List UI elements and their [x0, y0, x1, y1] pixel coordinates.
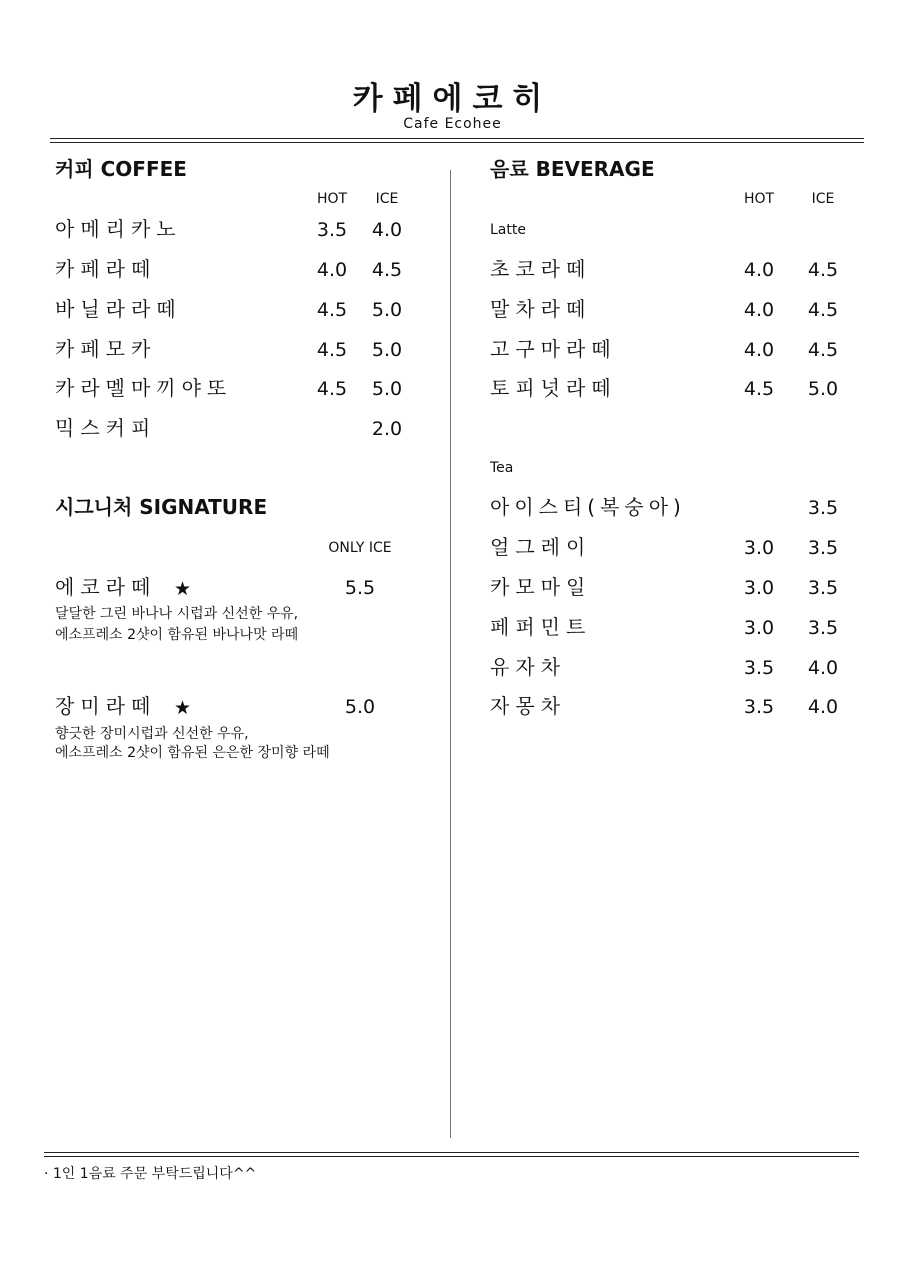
tea-subcategory-label: Tea [490, 460, 514, 476]
header-divider-top [50, 138, 864, 139]
signature-item-desc: 향긋한 장미시럽과 신선한 우유, [55, 726, 249, 742]
beverage-item-ice-price: 5.0 [807, 378, 839, 400]
beverage-item-hot-price: 3.0 [743, 577, 775, 599]
beverage-item-name: 초코라떼 [490, 257, 592, 281]
coffee-item-hot-price: 4.5 [316, 299, 348, 321]
footer-divider-bottom [44, 1156, 859, 1157]
signature-item-desc: 달달한 그린 바나나 시럽과 신선한 우유, [55, 606, 299, 622]
footer-note: · 1인 1음료 주문 부탁드립니다^^ [44, 1166, 257, 1182]
beverage-item-name: 자몽차 [490, 694, 566, 718]
coffee-item-ice-price: 5.0 [371, 299, 403, 321]
coffee-hot-header: HOT [316, 191, 348, 207]
coffee-item-name: 카라멜마끼야또 [55, 376, 233, 400]
beverage-item-ice-price: 3.5 [807, 617, 839, 639]
beverage-item-ice-price: 4.5 [807, 259, 839, 281]
beverage-item-name: 카모마일 [490, 575, 592, 599]
beverage-item-hot-price: 4.0 [743, 299, 775, 321]
coffee-item-name: 아메리카노 [55, 217, 182, 241]
coffee-item-ice-price: 5.0 [371, 339, 403, 361]
footer-divider-top [44, 1152, 859, 1153]
coffee-item-name: 믹스커피 [55, 416, 157, 440]
beverage-item-ice-price: 4.5 [807, 339, 839, 361]
coffee-item-hot-price: 4.5 [316, 339, 348, 361]
beverage-ice-header: ICE [811, 191, 835, 207]
beverage-item-ice-price: 3.5 [807, 497, 839, 519]
beverage-item-name: 고구마라떼 [490, 337, 617, 361]
beverage-item-name: 얼그레이 [490, 535, 592, 559]
beverage-item-hot-price: 3.0 [743, 537, 775, 559]
header-divider-bottom [50, 142, 864, 143]
signature-item-desc: 에소프레소 2샷이 함유된 은은한 장미향 라떼 [55, 745, 330, 761]
beverage-item-ice-price: 4.5 [807, 299, 839, 321]
coffee-item-ice-price: 4.0 [371, 219, 403, 241]
beverage-item-hot-price: 4.0 [743, 339, 775, 361]
beverage-item-hot-price: 4.5 [743, 378, 775, 400]
menu-subtitle: Cafe Ecohee [403, 116, 502, 132]
latte-subcategory-label: Latte [490, 222, 526, 238]
beverage-item-ice-price: 4.0 [807, 696, 839, 718]
beverage-section-title: 음료 BEVERAGE [490, 157, 655, 181]
beverage-item-name: 아이스티(복숭아) [490, 495, 686, 519]
coffee-item-hot-price: 4.5 [316, 378, 348, 400]
beverage-hot-header: HOT [743, 191, 775, 207]
signature-item-name: 장미라떼 [55, 694, 157, 718]
menu-title: 카페에코히 [352, 81, 553, 117]
beverage-item-name: 유자차 [490, 655, 566, 679]
signature-item-desc: 에소프레소 2샷이 함유된 바나나맛 라떼 [55, 627, 299, 643]
beverage-item-name: 말차라떼 [490, 297, 592, 321]
coffee-item-hot-price: 3.5 [316, 219, 348, 241]
coffee-item-name: 바닐라라떼 [55, 297, 182, 321]
coffee-section-title: 커피 COFFEE [55, 157, 187, 181]
signature-section-title: 시그니처 SIGNATURE [55, 495, 268, 519]
beverage-item-ice-price: 4.0 [807, 657, 839, 679]
column-divider [450, 170, 451, 1138]
beverage-item-hot-price: 3.0 [743, 617, 775, 639]
coffee-item-ice-price: 4.5 [371, 259, 403, 281]
coffee-item-ice-price: 5.0 [371, 378, 403, 400]
coffee-item-name: 카페모카 [55, 337, 157, 361]
signature-item-price: 5.0 [344, 696, 376, 718]
beverage-item-hot-price: 4.0 [743, 259, 775, 281]
signature-item-price: 5.5 [344, 577, 376, 599]
beverage-item-hot-price: 3.5 [743, 696, 775, 718]
star-icon: ★ [174, 578, 192, 600]
beverage-item-ice-price: 3.5 [807, 537, 839, 559]
beverage-item-hot-price: 3.5 [743, 657, 775, 679]
coffee-item-ice-price: 2.0 [371, 418, 403, 440]
coffee-item-name: 카페라떼 [55, 257, 157, 281]
coffee-item-hot-price: 4.0 [316, 259, 348, 281]
signature-only-ice-header: ONLY ICE [328, 540, 392, 556]
signature-item-name: 에코라떼 [55, 575, 157, 599]
beverage-item-name: 토피넛라떼 [490, 376, 617, 400]
beverage-item-name: 페퍼민트 [490, 615, 592, 639]
coffee-ice-header: ICE [375, 191, 399, 207]
star-icon: ★ [174, 697, 192, 719]
beverage-item-ice-price: 3.5 [807, 577, 839, 599]
